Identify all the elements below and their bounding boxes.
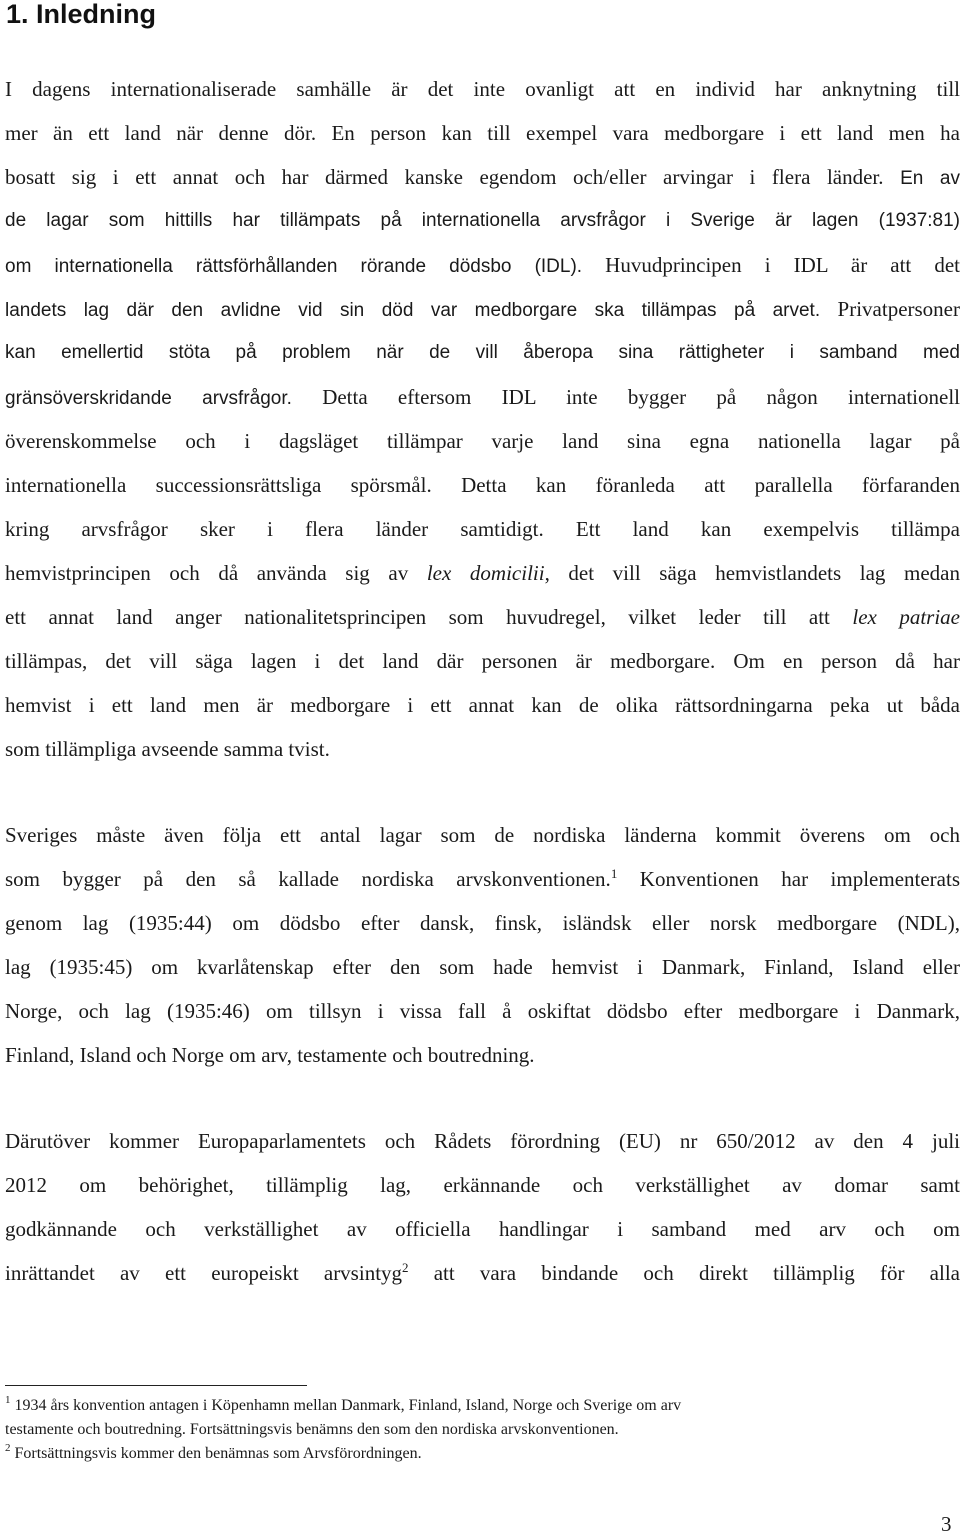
text-line: genom lag (1935:44) om dödsbo efter dansk, finsk, isländsk eller norsk medborgare (NDL), <box>5 911 960 935</box>
footnote-reference[interactable]: 1 <box>610 866 618 881</box>
text-line <box>5 155 960 199</box>
text-run: hemvistprincipen och då använda sig av <box>5 561 409 585</box>
footnote-1 <box>5 1394 925 1418</box>
text-line <box>5 287 960 331</box>
footnote-text: 1934 års konvention antagen i Köpenhamn mellan Danmark, Finland, Island, Norge och Sverige om arv <box>10 1397 682 1414</box>
text-run: , det vill säga hemvistlandets lag medan <box>544 561 960 585</box>
text-run: Privatpersoner <box>837 297 960 321</box>
text-line <box>5 1251 960 1295</box>
text-line: kan emellertid stöta på problem när de vill åberopa sina rättigheter i samband med <box>5 342 960 363</box>
text-line <box>5 551 960 595</box>
text-line: Finland, Island och Norge om arv, testamente och boutredning. <box>5 1043 535 1067</box>
text-run: Konventionen har implementerats <box>617 867 960 891</box>
body-paragraph-2 <box>5 813 960 1077</box>
footnote-separator <box>5 1385 307 1386</box>
footnotes <box>5 1394 925 1466</box>
text-line: kring arvsfrågor sker i flera länder samtidigt. Ett land kan exempelvis tillämpa <box>5 517 960 541</box>
text-run: Detta eftersom IDL inte bygger på någon internationell <box>322 385 960 409</box>
text-run: Huvudprincipen i IDL är att det <box>605 253 960 277</box>
text-line: som tillämpliga avseende samma tvist. <box>5 737 330 761</box>
text-line: hemvist i ett land men är medborgare i ett annat kan de olika rättsordningarna peka ut båda <box>5 693 960 717</box>
text-line: mer än ett land när denne dör. En person kan till exempel vara medborgare i ett land men ha <box>5 121 960 145</box>
text-line <box>5 595 960 639</box>
text-line: Sveriges måste även följa ett antal lagar som de nordiska länderna kommit överens om och <box>5 823 960 847</box>
footnote-marker: 1 <box>5 1394 11 1406</box>
footnote-reference[interactable]: 2 <box>402 1260 409 1275</box>
text-run: ett annat land anger nationalitetsprincipen som huvudregel, vilket leder till att <box>5 605 830 629</box>
text-line: internationella successionsrättsliga spörsmål. Detta kan föranleda att parallella förfaranden <box>5 473 960 497</box>
text-line: tillämpas, det vill säga lagen i det land där personen är medborgare. Om en person då har <box>5 649 960 673</box>
text-run: landets lag där den avlidne vid sin död var medborgare ska tillämpas på arvet. <box>5 300 821 321</box>
page-number: 3 <box>941 1512 952 1536</box>
text-run: om internationella rättsförhållanden rörande dödsbo (IDL). <box>5 256 583 277</box>
text-line <box>5 857 960 901</box>
text-line: 2012 om behörighet, tillämplig lag, erkännande och verkställighet av domar samt <box>5 1173 960 1197</box>
text-run: En av <box>900 168 960 189</box>
section-heading: 1. Inledning <box>6 0 157 29</box>
text-run: bosatt sig i ett annat och har därmed kanske egendom och/eller arvingar i flera länder. <box>5 165 884 189</box>
text-line: överenskommelse och i dagsläget tillämpar varje land sina egna nationella lagar på <box>5 429 960 453</box>
footnote-marker: 2 <box>5 1442 11 1454</box>
text-line: godkännande och verkställighet av officiella handlingar i samband med arv och om <box>5 1217 960 1241</box>
text-line <box>5 375 960 419</box>
text-run: att vara bindande och direkt tillämplig för alla <box>408 1261 960 1285</box>
text-line: Därutöver kommer Europaparlamentets och Rådets förordning (EU) nr 650/2012 av den 4 juli <box>5 1129 960 1153</box>
text-run: som bygger på den så kallade nordiska arvskonventionen. <box>5 867 611 891</box>
footnote-text: Fortsättningsvis kommer den benämnas som Arvsförordningen. <box>10 1445 422 1462</box>
body-paragraph-3 <box>5 1119 960 1295</box>
text-run: inrättandet av ett europeiskt arvsintyg <box>5 1261 403 1285</box>
text-line: de lagar som hittills har tillämpats på internationella arvsfrågor i Sverige är lagen (1937:81) <box>5 210 960 231</box>
text-line: I dagens internationaliserade samhälle är det inte ovanligt att en individ har anknytning till <box>5 77 960 101</box>
footnote-1-continued: testamente och boutredning. Fortsättningsvis benämns den som den nordiska arvskonventionen. <box>5 1421 619 1438</box>
body-paragraph-1 <box>5 67 960 771</box>
text-line <box>5 243 960 287</box>
text-run: gränsöverskridande arvsfrågor. <box>5 388 292 409</box>
italic-term: lex patriae <box>852 605 960 629</box>
text-line: lag (1935:45) om kvarlåtenskap efter den som hade hemvist i Danmark, Finland, Island eller <box>5 955 960 979</box>
footnote-2 <box>5 1442 925 1466</box>
text-line: Norge, och lag (1935:46) om tillsyn i vissa fall å oskiftat dödsbo efter medborgare i Danmark, <box>5 999 960 1023</box>
italic-term: lex domicilii <box>426 561 545 585</box>
